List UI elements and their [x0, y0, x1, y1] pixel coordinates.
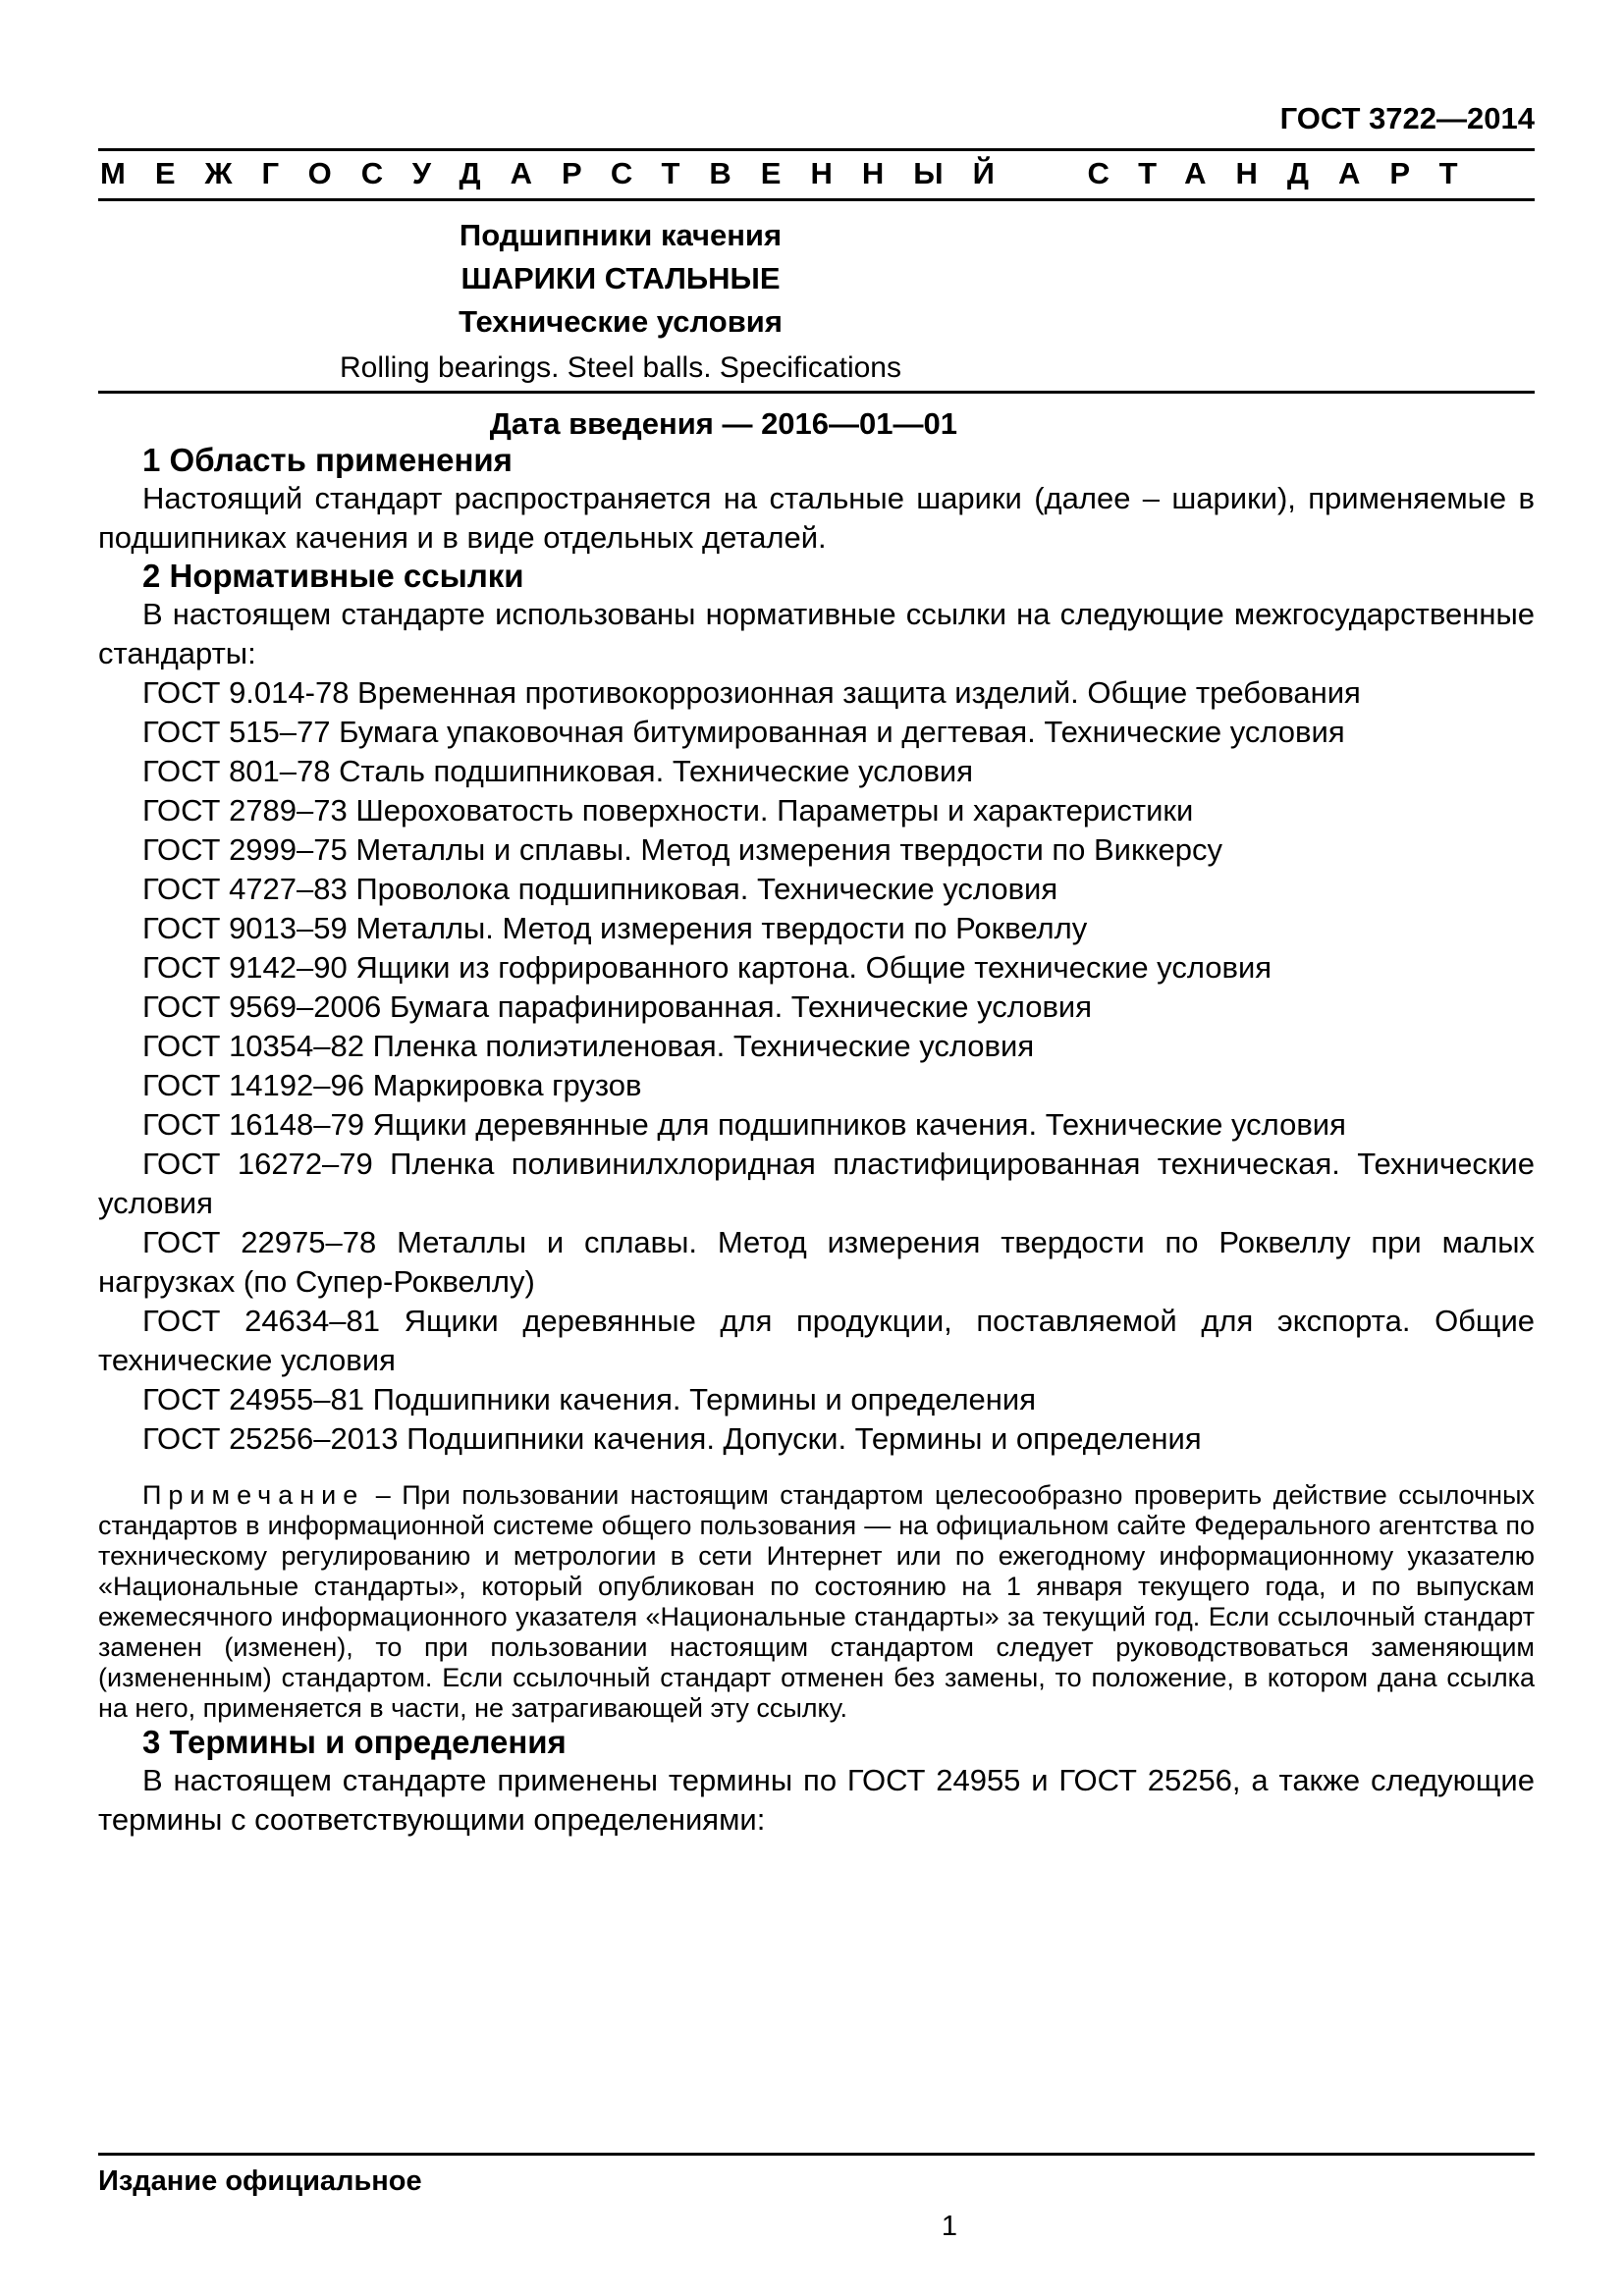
- reference-item: ГОСТ 9142–90 Ящики из гофрированного картона. Общие технические условия: [142, 950, 1272, 985]
- reference-item: ГОСТ 16148–79 Ящики деревянные для подшипников качения. Технические условия: [142, 1107, 1346, 1142]
- subtitle: Технические условия: [459, 304, 783, 339]
- reference-item: ГОСТ 4727–83 Проволока подшипниковая. Технические условия: [142, 872, 1058, 906]
- section-1-heading: 1 Область применения: [142, 442, 513, 478]
- section-3-paragraph: В настоящем стандарте применены термины по ГОСТ 24955 и ГОСТ 25256, а также следующие термины с соответствующими определениями:: [98, 1763, 1535, 1837]
- note-text: – При пользовании настоящим стандартом целесообразно проверить действие ссылочных стандартов в информационной системе общего пользования — на официальном сайте Федерального агентства по техническому регулированию и метрологии в сети Интернет или по ежегодному информационному указателю «Национальные стандарты», который опубликован по состоянию на 1 января текущего года, и по выпускам ежемесячного информационного указателя «Национальные стандарты» за текущий год. Если ссылочный стандарт заменен (изменен), то при пользовании настоящим стандартом следует руководствоваться заменяющим (измененным) стандартом. Если ссылочный стандарт отменен без замены, то положение, в котором дана ссылка на него, применяется в части, не затрагивающей эту ссылку.: [98, 1480, 1535, 1723]
- section-2-intro: В настоящем стандарте использованы нормативные ссылки на следующие межгосударственные стандарты:: [98, 597, 1535, 670]
- section-3-heading: 3 Термины и определения: [142, 1724, 567, 1760]
- reference-item: ГОСТ 9569–2006 Бумага парафинированная. Технические условия: [142, 989, 1093, 1024]
- reference-item: ГОСТ 2999–75 Металлы и сплавы. Метод измерения твердости по Виккерсу: [142, 832, 1222, 867]
- english-title: Rolling bearings. Steel balls. Specifications: [340, 351, 901, 384]
- reference-item: ГОСТ 515–77 Бумага упаковочная битумированная и дегтевая. Технические условия: [142, 715, 1345, 749]
- note-paragraph: [98, 1480, 1535, 1724]
- standard-type-label: МЕЖГОСУДАРСТВЕННЫЙ СТАНДАРТ: [100, 156, 1488, 190]
- reference-item: ГОСТ 16272–79 Пленка поливинилхлоридная пластифицированная техническая. Технические условия: [98, 1147, 1535, 1220]
- reference-item: ГОСТ 801–78 Сталь подшипниковая. Технические условия: [142, 754, 974, 788]
- reference-item: ГОСТ 22975–78 Металлы и сплавы. Метод измерения твердости по Роквеллу при малых нагрузках (по Супер-Роквеллу): [98, 1225, 1535, 1299]
- introduction-date-row: [98, 405, 957, 442]
- standard-type-banner: [98, 148, 1535, 201]
- note-label: Примечание: [142, 1480, 365, 1510]
- main-title: ШАРИКИ СТАЛЬНЫЕ: [460, 261, 781, 295]
- reference-item: ГОСТ 9.014-78 Временная противокоррозионная защита изделий. Общие требования: [142, 675, 1361, 710]
- title-block: [98, 217, 1143, 385]
- page-footer: [98, 2153, 1535, 2243]
- reference-item: ГОСТ 25256–2013 Подшипники качения. Допуски. Термины и определения: [142, 1421, 1202, 1456]
- page-number-row: [98, 2210, 957, 2243]
- section-1-paragraph: Настоящий стандарт распространяется на стальные шарики (далее – шарики), применяемые в подшипниках качения и в виде отдельных деталей.: [98, 481, 1535, 555]
- page-number: 1: [941, 2211, 957, 2242]
- section-2-heading: 2 Нормативные ссылки: [142, 558, 524, 594]
- title-divider: [98, 391, 1535, 394]
- reference-item: ГОСТ 2789–73 Шероховатость поверхности. Параметры и характеристики: [142, 793, 1194, 828]
- subject-title: Подшипники качения: [459, 218, 783, 252]
- reference-item: ГОСТ 10354–82 Пленка полиэтиленовая. Технические условия: [142, 1029, 1035, 1063]
- reference-item: ГОСТ 9013–59 Металлы. Метод измерения твердости по Роквеллу: [142, 911, 1088, 945]
- reference-item: ГОСТ 14192–96 Маркировка грузов: [142, 1068, 642, 1102]
- reference-item: ГОСТ 24634–81 Ящики деревянные для продукции, поставляемой для экспорта. Общие технические условия: [98, 1304, 1535, 1377]
- introduction-date: Дата введения — 2016—01—01: [489, 406, 957, 441]
- doc-code: ГОСТ 3722—2014: [1279, 101, 1535, 135]
- edition-label: Издание официальное: [98, 2165, 422, 2197]
- reference-item: ГОСТ 24955–81 Подшипники качения. Термины и определения: [142, 1382, 1037, 1416]
